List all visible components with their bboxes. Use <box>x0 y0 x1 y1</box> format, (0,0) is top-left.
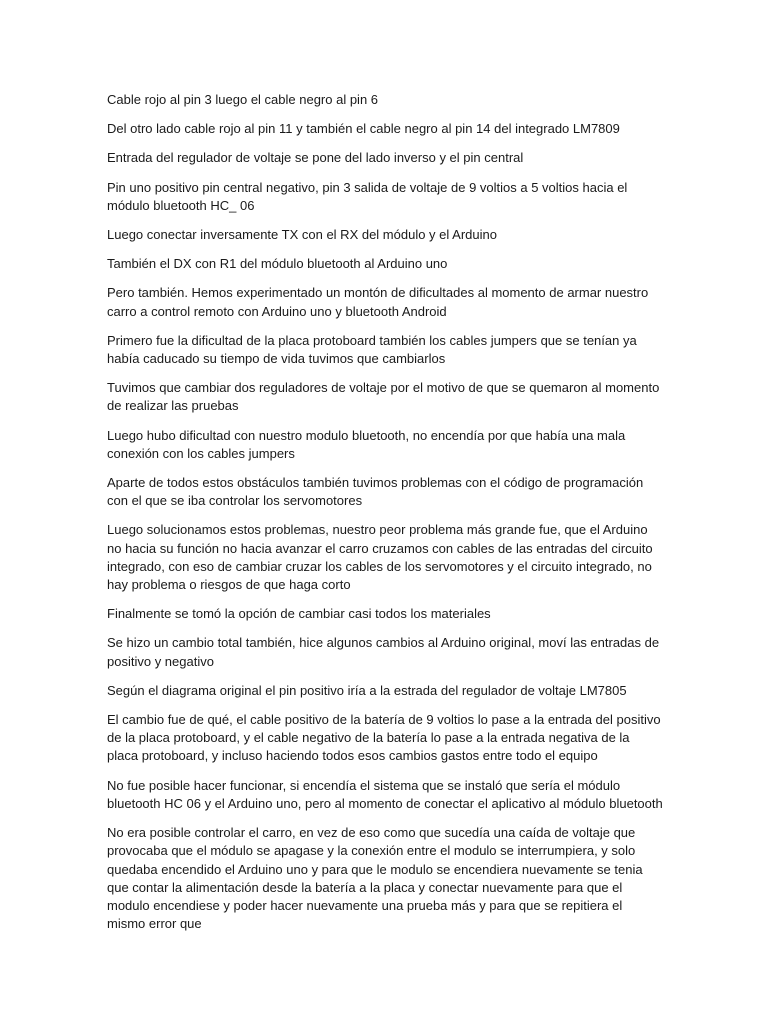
paragraph: Tuvimos que cambiar dos reguladores de voltaje por el motivo de que se quemaron al momento de realizar las pruebas <box>107 380 660 414</box>
paragraph: Luego hubo dificultad con nuestro modulo bluetooth, no encendía por que había una mala conexión con los cables jumpers <box>107 427 626 461</box>
paragraph: No fue posible hacer funcionar, si encendía el sistema que se instaló que sería el módulo bluetooth HC 06 y el Arduino uno, pero al momento de conectar el aplicativo al módulo bluetooth <box>107 777 663 811</box>
paragraph: Primero fue la dificultad de la placa protoboard también los cables jumpers que se tenían ya había caducado su tiempo de vida tuvimos que cambiarlos <box>107 332 637 367</box>
paragraph: Según el diagrama original el pin positivo iría a la estrada del regulador de voltaje LM7805 <box>107 682 627 698</box>
paragraph: No era posible controlar el carro, en vez de eso como que sucedía una caída de voltaje que provocaba que el módulo se apagase y la conexión entre el modulo se interrumpiera, y solo quedaba encendido el Arduino uno y para que le modulo se encendiera nuevamente se tenia que contar la alimentación desde la batería a la placa y conectar nuevamente para que el modulo encendiese y poder hacer nuevamente una prueba más y para que se repitiera el mismo error que <box>107 825 643 932</box>
paragraph: Pero también. Hemos experimentado un montón de dificultades al momento de armar nuestro carro a control remoto con Arduino uno y bluetooth Android <box>107 285 649 319</box>
paragraph: Aparte de todos estos obstáculos también tuvimos problemas con el código de programación con el que se iba controlar los servomotores <box>107 475 644 509</box>
paragraph: Luego solucionamos estos problemas, nuestro peor problema más grande fue, que el Arduino no hacia su función no hacia avanzar el carro cruzamos con cables de las entradas del circuito integrado, con eso de cambiar cruzar los cables de los servomotores y el circuito integrado, no hay problema o riesgos de que haga corto <box>107 522 653 593</box>
paragraph: Cable rojo al pin 3 luego el cable negro al pin 6 <box>107 92 379 107</box>
paragraph: Entrada del regulador de voltaje se pone del lado inverso y el pin central <box>107 150 524 166</box>
paragraph: También el DX con R1 del módulo bluetooth al Arduino uno <box>107 256 448 272</box>
paragraph: Finalmente se tomó la opción de cambiar casi todos los materiales <box>107 606 491 622</box>
paragraph: Pin uno positivo pin central negativo, pin 3 salida de voltaje de 9 voltios a 5 voltios hacia el módulo bluetooth HC_ 06 <box>107 179 628 213</box>
document-body <box>107 91 663 944</box>
paragraph: Se hizo un cambio total también, hice algunos cambios al Arduino original, moví las entradas de positivo y negativo <box>107 635 660 669</box>
paragraph: El cambio fue de qué, el cable positivo de la batería de 9 voltios lo pase a la entrada del positivo de la placa protoboard, y el cable negativo de la batería lo pase a la entrada negativa de la placa protoboard, y incluso haciendo todos esos cambios gastos entre todo el equipo <box>107 712 661 764</box>
paragraph: Luego conectar inversamente TX con el RX del módulo y el Arduino <box>107 227 497 243</box>
paragraph: Del otro lado cable rojo al pin 11 y también el cable negro al pin 14 del integrado LM7809 <box>107 121 620 137</box>
